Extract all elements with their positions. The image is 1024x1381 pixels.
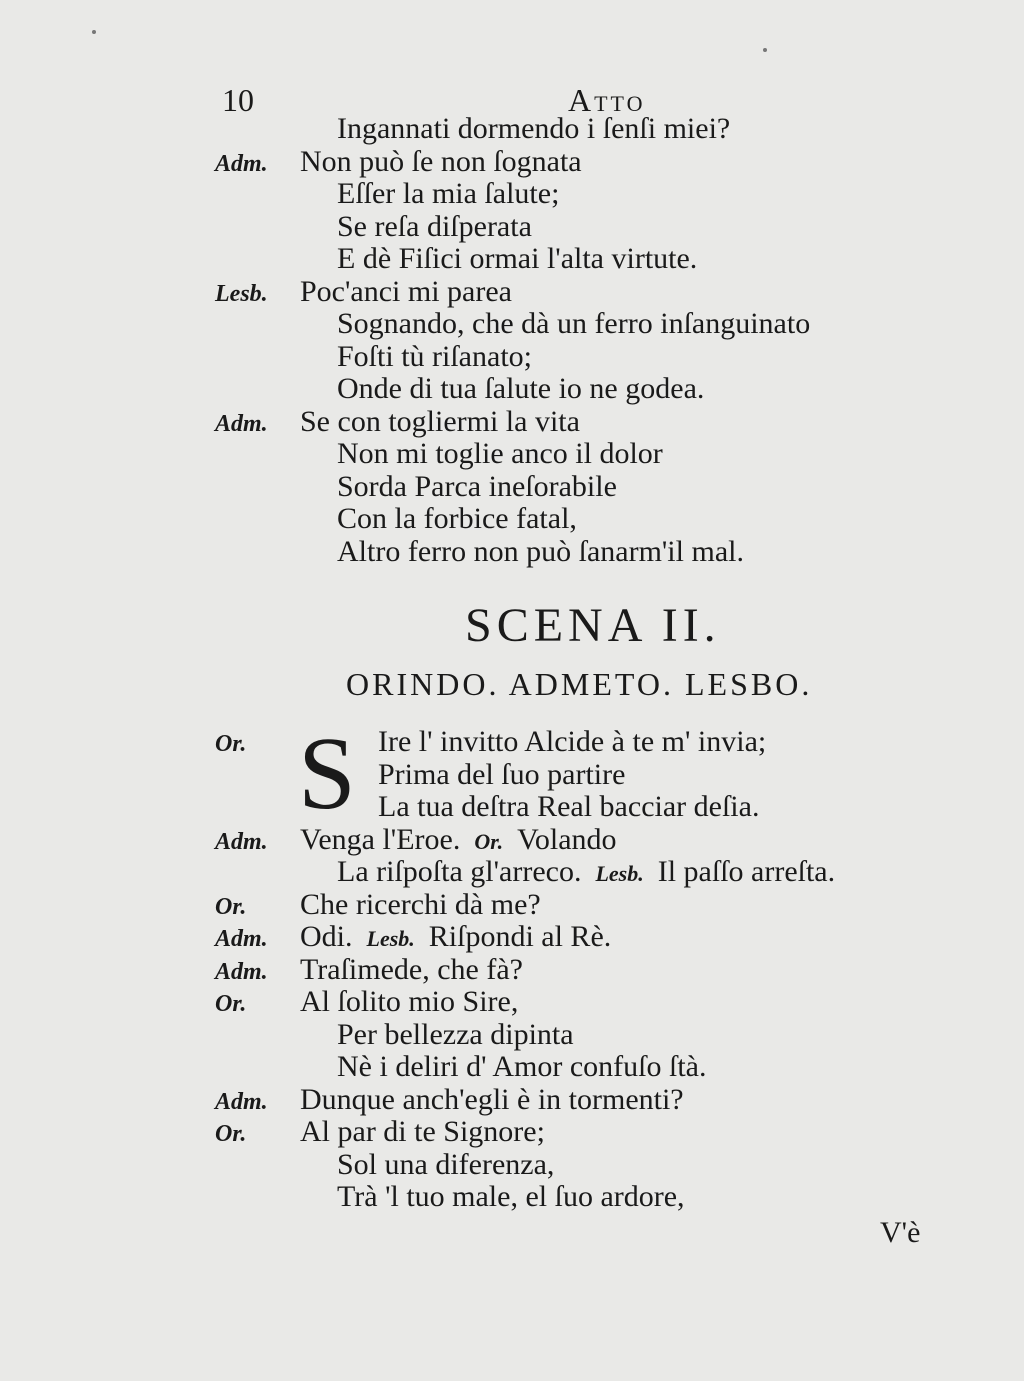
verse-text: Onde di tua ſalute io ne godea. xyxy=(337,372,705,405)
speaker-label: Lesb. xyxy=(215,280,268,307)
verse-line xyxy=(337,1148,554,1182)
inline-verse-text: Riſpondi al Rè. xyxy=(428,920,612,953)
drop-cap: S xyxy=(298,716,356,831)
verse-line xyxy=(337,242,697,276)
verse-text: Prima del ſuo partire xyxy=(378,757,626,791)
verse-text: Con la forbice fatal, xyxy=(337,502,577,535)
verse-text: Altro ferro non può ſanarm'il mal. xyxy=(337,534,744,568)
verse-line xyxy=(337,1050,707,1084)
verse-line xyxy=(337,1018,574,1052)
verse-text: Eſſer la mia ſalute; xyxy=(337,177,560,210)
verse-text: Al ſolito mio Sire, xyxy=(300,985,519,1018)
verse-text: Nè i deliri d' Amor confuſo ſtà. xyxy=(337,1050,707,1083)
verse-line xyxy=(337,177,559,211)
verse-text: Per bellezza dipinta xyxy=(337,1017,574,1051)
print-speck xyxy=(763,48,767,52)
speaker-label: Adm. xyxy=(215,828,268,855)
verse-text: Sognando, che dà un ferro inſanguinato xyxy=(337,307,811,340)
verse-line xyxy=(337,112,730,146)
verse-text: Foſti tù riſanato; xyxy=(337,339,532,373)
verse-text: Non mi toglie anco il dolor xyxy=(337,437,663,470)
scene-title: SCENA II. xyxy=(465,599,721,652)
page-number: 10 xyxy=(222,82,254,118)
inline-speaker-label: Lesb. xyxy=(366,926,415,951)
verse-line xyxy=(337,855,835,889)
speaker-label: Adm. xyxy=(215,926,268,952)
verse-line xyxy=(300,823,617,857)
inline-verse-text: Volando xyxy=(517,822,617,856)
verse-text: Se con togliermi la vita xyxy=(300,404,580,438)
verse-text: Che ricerchi dà me? xyxy=(300,887,541,921)
verse-text: Traſimede, che fà? xyxy=(300,952,523,986)
verse-line xyxy=(378,725,766,759)
verse-line xyxy=(300,275,512,309)
verse-line xyxy=(337,535,744,569)
speaker-label: Adm. xyxy=(215,958,268,985)
verse-line xyxy=(337,1180,685,1214)
verse-text: Ingannati dormendo i ſenſi miei? xyxy=(337,112,731,145)
verse-line xyxy=(300,920,611,954)
verse-text: Trà 'l tuo male, el ſuo ardore, xyxy=(337,1180,685,1213)
verse-text: Al par di te Signore; xyxy=(300,1115,545,1148)
running-title: Atto xyxy=(568,82,646,118)
verse-line xyxy=(337,437,663,471)
inline-verse-text: Il paſſo arreſta. xyxy=(657,855,836,888)
inline-speaker-label: Or. xyxy=(474,828,504,854)
verse-line xyxy=(337,502,577,536)
verse-text: Ire l' invitto Alcide à te m' invia; xyxy=(378,725,767,758)
verse-line xyxy=(300,1115,545,1149)
verse-text: Poc'anci mi parea xyxy=(300,274,512,308)
verse-line xyxy=(300,985,518,1019)
verse-line xyxy=(337,307,810,341)
verse-text: Sorda Parca ineſorabile xyxy=(337,469,617,503)
catchword: V'è xyxy=(880,1216,921,1249)
speaker-label: Adm. xyxy=(215,410,268,437)
verse-line xyxy=(300,1083,684,1117)
verse-text: Dunque anch'egli è in tormenti? xyxy=(300,1082,684,1116)
verse-text: Venga l'Eroe. xyxy=(300,822,461,856)
verse-text: Odi. xyxy=(300,920,353,953)
verse-text: La riſpoſta gl'arreco. xyxy=(337,855,582,888)
verse-line xyxy=(300,405,580,439)
verse-text: Sol una diferenza, xyxy=(337,1147,555,1181)
speaker-label: Or. xyxy=(215,893,247,920)
speaker-label: Adm. xyxy=(215,1088,268,1115)
verse-line xyxy=(300,145,582,179)
verse-text: Non può ſe non ſognata xyxy=(300,144,582,178)
speaker-label: Adm. xyxy=(215,150,268,177)
scene-persons: ORINDO. ADMETO. LESBO. xyxy=(346,666,813,702)
speaker-label: Or. xyxy=(215,1121,247,1147)
verse-line xyxy=(378,790,759,824)
verse-text: Se reſa diſperata xyxy=(337,209,532,243)
speaker-label: Or. xyxy=(215,991,247,1017)
verse-line xyxy=(337,210,532,244)
inline-speaker-label: Lesb. xyxy=(595,861,644,886)
speaker-label: Or. xyxy=(215,731,247,757)
verse-line xyxy=(337,470,617,504)
verse-text: La tua deſtra Real bacciar deſia. xyxy=(378,790,760,823)
verse-line xyxy=(337,340,532,374)
verse-line xyxy=(300,888,541,922)
verse-text: E dè Fiſici ormai l'alta virtute. xyxy=(337,242,698,275)
verse-line xyxy=(300,953,523,987)
print-speck xyxy=(92,30,96,34)
verse-line xyxy=(337,372,704,406)
verse-line xyxy=(378,758,625,792)
